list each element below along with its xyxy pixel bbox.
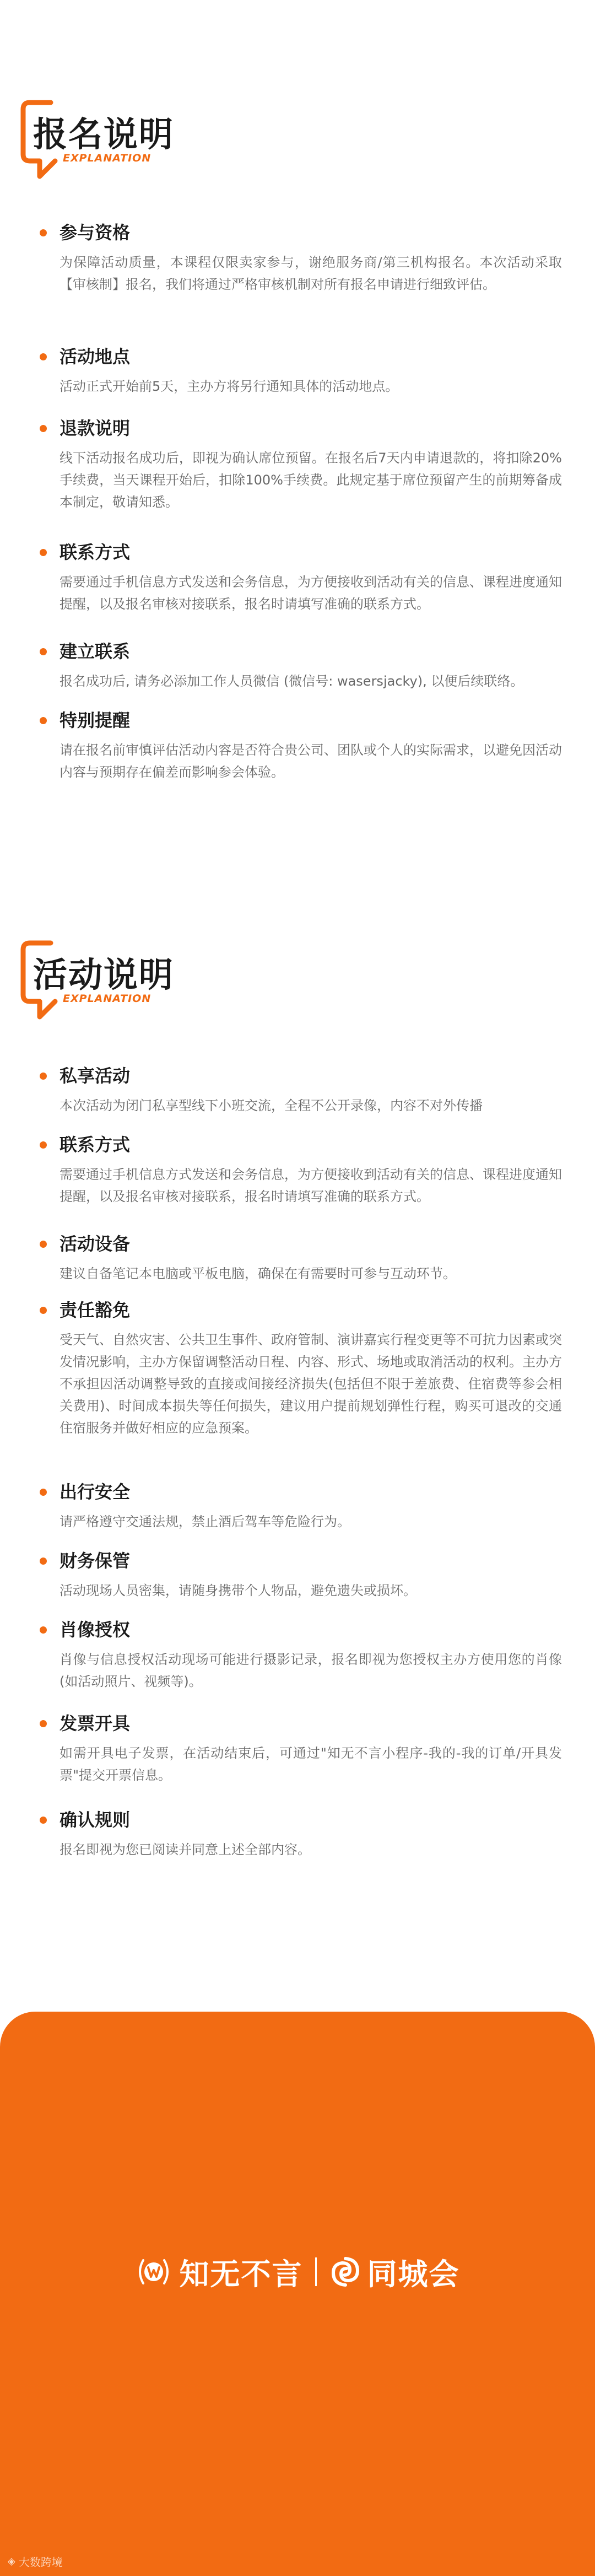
item-title: 责任豁免 bbox=[39, 1298, 562, 1322]
info-item bbox=[39, 1618, 562, 1693]
info-item bbox=[39, 639, 562, 692]
info-item bbox=[39, 1064, 562, 1117]
item-body: 线下活动报名成功后，即视为确认席位预留。在报名后7天内申请退款的，将扣除20%手续费，当天课程开始后，扣除100%手续费。此规定基于席位预留产生的前期筹备成本制定，敬请知悉。 bbox=[60, 450, 562, 510]
item-body: 活动现场人员密集，请随身携带个人物品，避免遗失或损坏。 bbox=[60, 1583, 416, 1598]
section-subtitle: EXPLANATION bbox=[63, 152, 152, 164]
item-title: 建立联系 bbox=[39, 639, 562, 664]
item-title: 确认规则 bbox=[39, 1808, 562, 1832]
info-item bbox=[39, 1808, 562, 1861]
item-body: 活动正式开始前5天，主办方将另行通知具体的活动地点。 bbox=[60, 379, 399, 394]
section-title: 活动说明 bbox=[33, 955, 175, 995]
item-title: 活动地点 bbox=[39, 344, 562, 369]
brand-name-primary: 知无不言 bbox=[179, 2256, 303, 2292]
info-item bbox=[39, 1711, 562, 1786]
info-item bbox=[39, 708, 562, 783]
info-item bbox=[39, 1480, 562, 1533]
info-item bbox=[39, 540, 562, 615]
item-body: 报名即视为您已阅读并同意上述全部内容。 bbox=[60, 1842, 311, 1857]
item-body: 为保障活动质量，本课程仅限卖家参与，谢绝服务商/第三机构报名。本次活动采取【审核制】报名，我们将通过严格审核机制对所有报名申请进行细致评估。 bbox=[60, 255, 562, 292]
laurel-w-icon bbox=[136, 2254, 172, 2290]
info-item bbox=[39, 344, 562, 397]
item-body: 请在报名前审慎评估活动内容是否符合贵公司、团队或个人的实际需求，以避免因活动内容与预期存在偏差而影响参会体验。 bbox=[60, 742, 562, 780]
item-body: 报名成功后, 请务必添加工作人员微信 (微信号: wasersjacky), 以便后续联络。 bbox=[60, 673, 524, 689]
watermark bbox=[8, 2553, 63, 2569]
activity-header bbox=[18, 940, 183, 1022]
item-body: 需要通过手机信息方式发送和会务信息，为方便接收到活动有关的信息、课程进度通知提醒，以及报名审核对接联系，报名时请填写准确的联系方式。 bbox=[60, 1167, 562, 1204]
item-title: 活动设备 bbox=[39, 1232, 562, 1256]
brand-divider bbox=[315, 2257, 317, 2286]
item-title: 参与资格 bbox=[39, 220, 562, 245]
swirl-logo-icon bbox=[329, 2255, 362, 2288]
info-item bbox=[39, 1549, 562, 1602]
item-title: 发票开具 bbox=[39, 1711, 562, 1736]
watermark-text: 大数跨境 bbox=[18, 2556, 63, 2569]
item-title: 联系方式 bbox=[39, 540, 562, 564]
item-title: 财务保管 bbox=[39, 1549, 562, 1573]
watermark-icon: ◈ bbox=[8, 2556, 15, 2567]
item-title: 肖像授权 bbox=[39, 1618, 562, 1642]
item-body: 受天气、自然灾害、公共卫生事件、政府管制、演讲嘉宾行程变更等不可抗力因素或突发情况影响，主办方保留调整活动日程、内容、形式、场地或取消活动的权利。主办方不承担因活动调整导致的直接或间接经济损失(包括但不限于差旅费、住宿费等参会相关费用)、时间成本损失等任何损失，建议用户提前规划弹性行程，购买可退改的交通住宿服务并做好相应的应急预案。 bbox=[60, 1332, 562, 1436]
brand-name-secondary: 同城会 bbox=[367, 2256, 460, 2292]
item-body: 建议自备笔记本电脑或平板电脑，确保在有需要时可参与互动环节。 bbox=[60, 1266, 456, 1281]
info-item bbox=[39, 1232, 562, 1285]
info-item bbox=[39, 1298, 562, 1439]
item-title: 出行安全 bbox=[39, 1480, 562, 1504]
info-item bbox=[39, 416, 562, 513]
brand-logo bbox=[0, 2250, 595, 2294]
footer-banner bbox=[0, 2012, 595, 2576]
item-title: 联系方式 bbox=[39, 1133, 562, 1157]
item-body: 肖像与信息授权活动现场可能进行摄影记录，报名即视为您授权主办方使用您的肖像(如活动照片、视频等)。 bbox=[60, 1652, 562, 1689]
item-body: 请严格遵守交通法规，禁止酒后驾车等危险行为。 bbox=[60, 1514, 350, 1529]
item-title: 退款说明 bbox=[39, 416, 562, 440]
section-title: 报名说明 bbox=[33, 114, 175, 154]
info-item bbox=[39, 220, 562, 295]
item-title: 私享活动 bbox=[39, 1064, 562, 1088]
info-item bbox=[39, 1133, 562, 1208]
item-body: 如需开具电子发票，在活动结束后，可通过"知无不言小程序-我的-我的订单/开具发票"提交开票信息。 bbox=[60, 1745, 562, 1783]
section-subtitle: EXPLANATION bbox=[63, 993, 152, 1005]
registration-header bbox=[18, 99, 183, 182]
item-body: 本次活动为闭门私享型线下小班交流，全程不公开录像，内容不对外传播 bbox=[60, 1098, 483, 1113]
item-body: 需要通过手机信息方式发送和会务信息，为方便接收到活动有关的信息、课程进度通知提醒，以及报名审核对接联系，报名时请填写准确的联系方式。 bbox=[60, 574, 562, 612]
item-title: 特别提醒 bbox=[39, 708, 562, 732]
